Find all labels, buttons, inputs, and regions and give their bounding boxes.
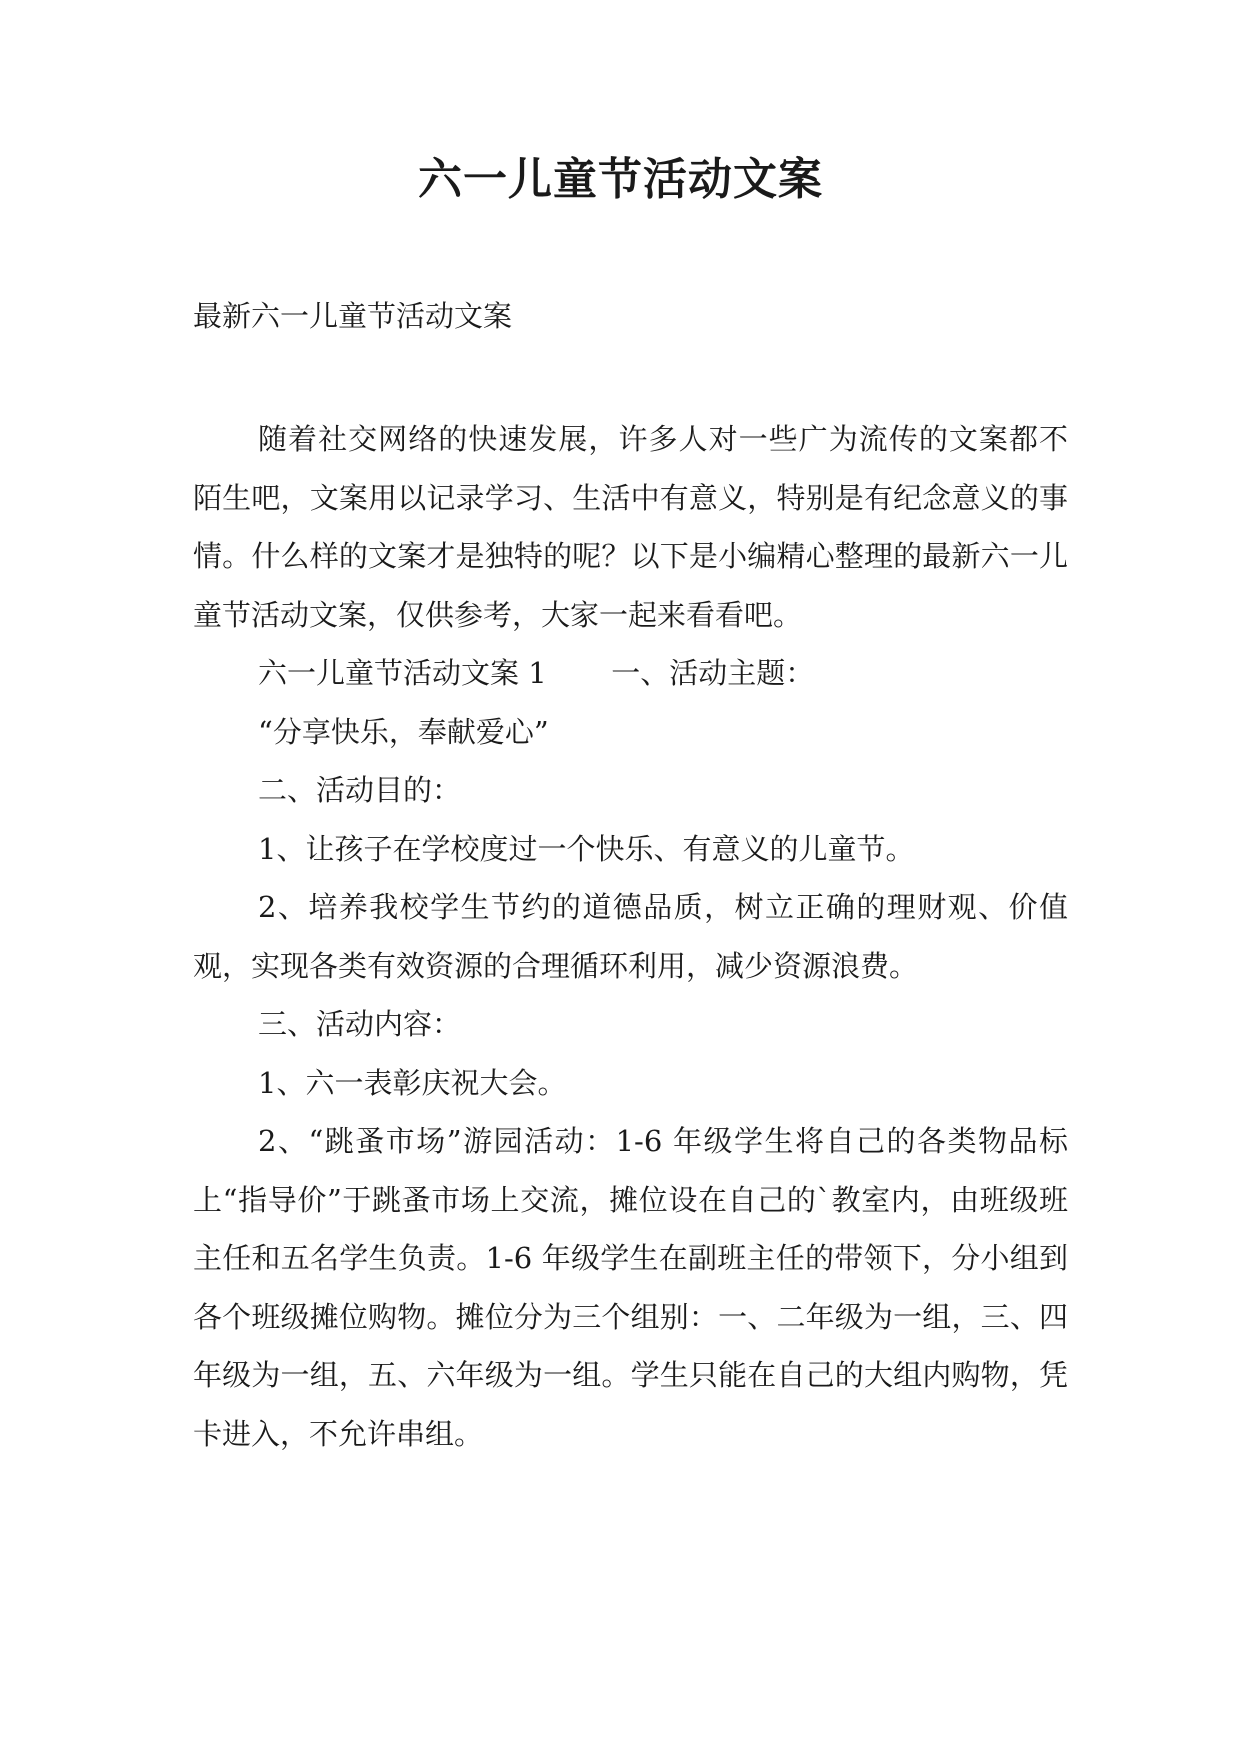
section-heading-content: 三、活动内容： xyxy=(258,1007,462,1041)
document-body xyxy=(193,410,1068,1463)
content-item-2: 2、“跳蚤市场”游园活动：1-6 年级学生将自己的各类物品标上“指导价”于跳蚤市场上交流，摊位设在自己的`教室内，由班级班主任和五名学生负责。1-6 年级学生在副班主任的带领下，分小组到各个班级摊位购物。摊位分为三个组别：一、二年级为一组，三、四年级为一组，五、六年级为一组。学生只能在自己的大组内购物，凭卡进入，不允许串组。 xyxy=(193,1124,1068,1451)
document-subtitle: 最新六一儿童节活动文案 xyxy=(193,299,513,333)
intro-paragraph: 随着社交网络的快速发展，许多人对一些广为流传的文案都不陌生吧，文案用以记录学习、生活中有意义，特别是有纪念意义的事情。什么样的文案才是独特的呢？以下是小编精心整理的最新六一儿童节活动文案，仅供参考，大家一起来看看吧。 xyxy=(193,422,1068,632)
content-item-1: 1、六一表彰庆祝大会。 xyxy=(258,1065,567,1100)
purpose-item-1: 1、让孩子在学校度过一个快乐、有意义的儿童节。 xyxy=(258,831,915,866)
purpose-item-2: 2、培养我校学生节约的道德品质，树立正确的理财观、价值观，实现各类有效资源的合理循环利用，减少资源浪费。 xyxy=(193,890,1068,983)
section-heading-purpose: 二、活动目的： xyxy=(258,773,462,807)
section-heading-theme: 六一儿童节活动文案 1 一、活动主题： xyxy=(258,656,815,690)
theme-text: “分享快乐，奉献爱心” xyxy=(258,714,549,749)
document-title: 六一儿童节活动文案 xyxy=(418,154,823,205)
